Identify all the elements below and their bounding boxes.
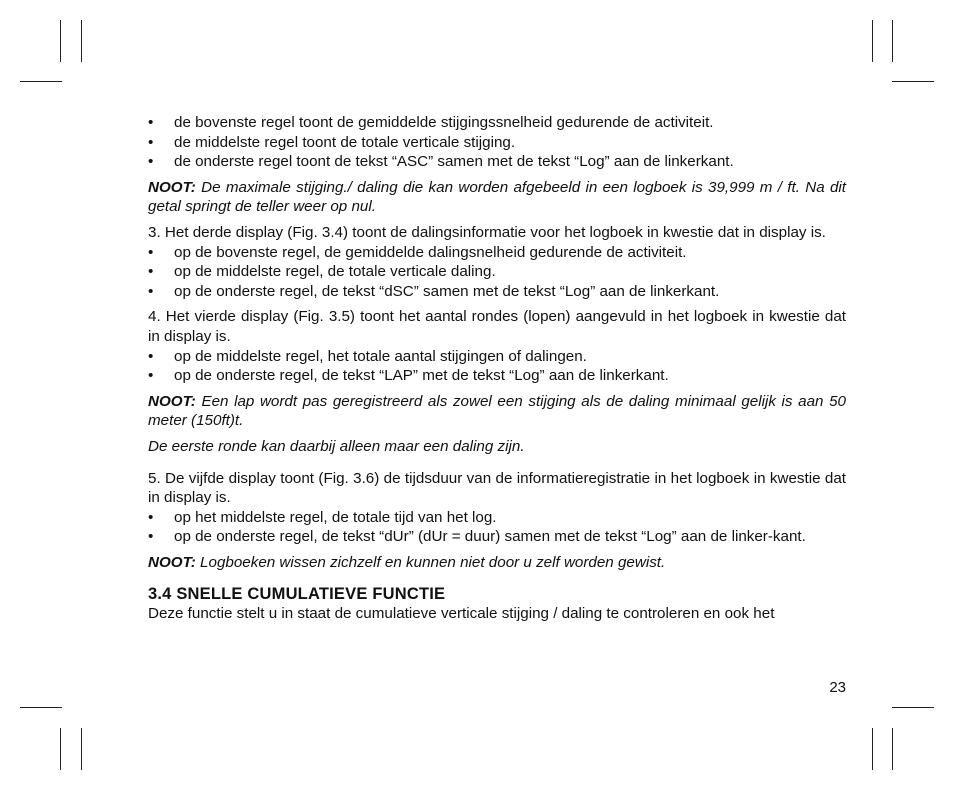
crop-mark bbox=[60, 728, 61, 770]
crop-mark bbox=[60, 20, 61, 62]
list-item: • op de onderste regel, de tekst “dSC” samen met de tekst “Log” aan de linkerkant. bbox=[148, 282, 846, 302]
paragraph-cumulative: Deze functie stelt u in staat de cumulatieve verticale stijging / daling te controleren en ook het bbox=[148, 605, 775, 623]
note-delete-log bbox=[148, 553, 846, 573]
page-number: 23 bbox=[829, 679, 846, 696]
crop-mark bbox=[872, 728, 873, 770]
list-item: • op de onderste regel, de tekst “LAP” met de tekst “Log” aan de linkerkant. bbox=[148, 366, 846, 386]
note-label: NOOT: bbox=[148, 178, 196, 196]
note-lap bbox=[148, 392, 846, 431]
bullet-list-descent bbox=[148, 243, 846, 302]
crop-mark bbox=[892, 81, 934, 82]
crop-mark bbox=[81, 728, 82, 770]
section-heading: 3.4 SNELLE CUMULATIEVE FUNCTIE bbox=[148, 585, 446, 604]
list-item: • de onderste regel toont de tekst “ASC” samen met de tekst “Log” aan de linkerkant. bbox=[148, 152, 846, 172]
crop-mark bbox=[872, 20, 873, 62]
paragraph-display-5: 5. De vijfde display toont (Fig. 3.6) de tijdsduur van de informatieregistratie in het logboek in kwestie dat in display is. bbox=[148, 469, 846, 507]
paragraph-display-4: 4. Het vierde display (Fig. 3.5) toont het aantal rondes (lopen) aangevuld in het logboek in kwestie dat in display is. bbox=[148, 308, 846, 345]
note-text: Logboeken wissen zichzelf en kunnen niet door u zelf worden gewist. bbox=[200, 553, 666, 571]
bullet-list-laps bbox=[148, 347, 846, 386]
page-content bbox=[148, 113, 846, 624]
crop-mark bbox=[20, 81, 62, 82]
list-item: • op de bovenste regel, de gemiddelde dalingsnelheid gedurende de activiteit. bbox=[148, 243, 846, 263]
list-item: • de middelste regel toont de totale verticale stijging. bbox=[148, 133, 846, 153]
note-max-value bbox=[148, 178, 846, 217]
note-label: NOOT: bbox=[148, 553, 196, 571]
bullet-list-duration bbox=[148, 508, 846, 547]
note-text: Een lap wordt pas geregistreerd als zowel een stijging als de daling minimaal gelijk is aan 50 meter (150ft)t. bbox=[148, 392, 846, 430]
crop-mark bbox=[20, 707, 62, 708]
bullet-list-ascent bbox=[148, 113, 846, 172]
list-item: • op de middelste regel, de totale verticale daling. bbox=[148, 262, 846, 282]
crop-mark bbox=[892, 20, 893, 62]
list-item: • de bovenste regel toont de gemiddelde stijgingssnelheid gedurende de activiteit. bbox=[148, 113, 846, 133]
note-text: De maximale stijging./ daling die kan worden afgebeeld in een logboek is 39,999 m / ft. Na dit getal springt de teller weer op nul. bbox=[148, 178, 846, 216]
list-item: • op het middelste regel, de totale tijd van het log. bbox=[148, 508, 846, 528]
list-item: • op de onderste regel, de tekst “dUr” (dUr = duur) samen met de tekst “Log” aan de linker-kant. bbox=[148, 527, 846, 547]
crop-mark bbox=[892, 707, 934, 708]
crop-mark bbox=[81, 20, 82, 62]
list-item: • op de middelste regel, het totale aantal stijgingen of dalingen. bbox=[148, 347, 846, 367]
paragraph-display-3: 3. Het derde display (Fig. 3.4) toont de dalingsinformatie voor het logboek in kwestie dat in display is. bbox=[148, 223, 826, 241]
note-first-lap: De eerste ronde kan daarbij alleen maar een daling zijn. bbox=[148, 437, 525, 455]
note-label: NOOT: bbox=[148, 392, 196, 410]
crop-mark bbox=[892, 728, 893, 770]
